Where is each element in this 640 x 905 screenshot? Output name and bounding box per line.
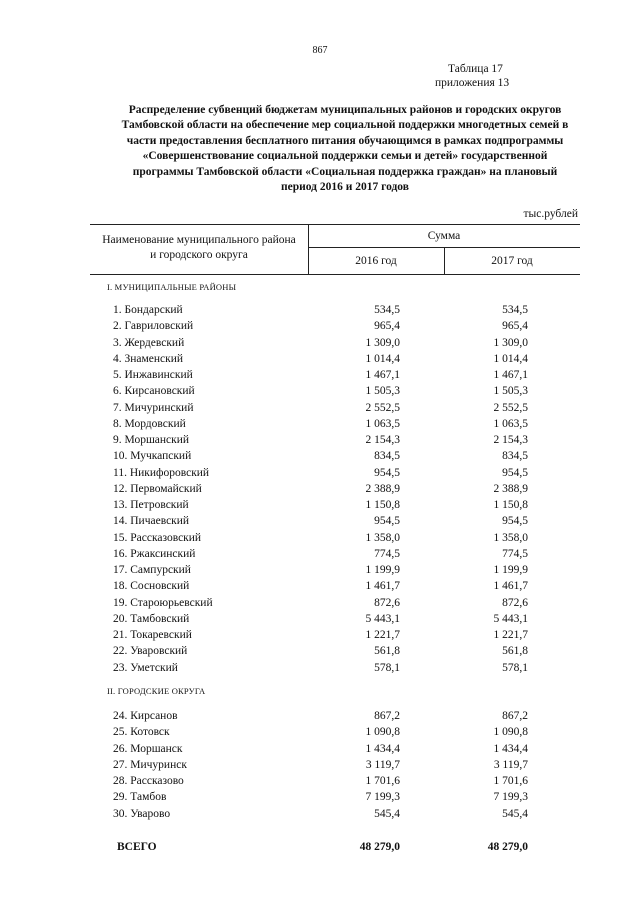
table-row	[0, 515, 640, 531]
amount-2016: 1 505,3	[365, 385, 400, 398]
amount-2017: 2 154,3	[493, 434, 528, 446]
annex-number: приложения 13	[435, 77, 510, 89]
amount-2016: 1 309,0	[365, 336, 400, 349]
amount-2016: 534,5	[374, 304, 400, 316]
district-name: 25. Котовск	[113, 726, 170, 739]
table-row	[0, 434, 640, 450]
amount-2017: 578,1	[502, 661, 528, 674]
district-name: 17. Сампурский	[113, 564, 191, 576]
amount-2016: 561,8	[374, 645, 400, 658]
amount-2017: 965,4	[502, 320, 528, 333]
table-row	[0, 645, 640, 661]
header-name-column	[90, 233, 308, 263]
district-name: 9. Моршанский	[113, 434, 190, 446]
table-row	[0, 353, 640, 369]
amount-2016: 2 552,5	[365, 401, 400, 414]
district-name: 10. Мучкапский	[113, 450, 192, 463]
table-row	[0, 775, 640, 791]
total-2017: 48 279,0	[487, 841, 528, 853]
amount-2017: 872,6	[502, 596, 528, 609]
table-row	[0, 337, 640, 353]
amount-2017: 1 434,4	[493, 742, 528, 755]
amount-2017: 2 552,5	[493, 401, 528, 414]
amount-2017: 3 119,7	[493, 758, 528, 771]
table-row	[0, 304, 640, 320]
district-name: 6. Кирсановский	[113, 385, 195, 398]
table-number: Таблица 17	[448, 63, 503, 75]
district-name: 7. Мичуринский	[113, 401, 194, 414]
district-name: 23. Уметский	[113, 661, 178, 674]
amount-2016: 867,2	[374, 710, 400, 722]
amount-2016: 1 221,7	[365, 629, 400, 641]
total-row	[0, 841, 640, 857]
amount-2016: 954,5	[374, 466, 400, 479]
amount-2016: 7 199,3	[365, 791, 400, 804]
district-name: 28. Рассказово	[113, 775, 184, 787]
district-name: 22. Уваровский	[113, 645, 188, 658]
amount-2016: 578,1	[374, 661, 400, 674]
district-name: 11. Никифоровский	[113, 466, 210, 479]
district-name: 30. Уварово	[113, 807, 171, 820]
district-name: 14. Пичаевский	[113, 515, 190, 528]
district-name: 5. Инжавинский	[113, 369, 193, 381]
table-row	[0, 710, 640, 726]
amount-2016: 1 434,4	[365, 742, 400, 755]
district-name: 15. Рассказовский	[113, 531, 202, 544]
amount-2016: 2 154,3	[365, 434, 400, 446]
table-row	[0, 418, 640, 434]
amount-2016: 545,4	[374, 807, 400, 820]
section-title: I. МУНИЦИПАЛЬНЫЕ РАЙОНЫ	[107, 282, 237, 292]
amount-2017: 834,5	[502, 450, 528, 463]
table-row	[0, 580, 640, 596]
amount-2017: 1 358,0	[493, 531, 528, 544]
amount-2017: 1 467,1	[493, 369, 528, 381]
title-line: части предоставления бесплатного питания обучающимся в рамках подпрограммы	[126, 134, 564, 147]
table-row	[0, 385, 640, 401]
amount-2016: 1 467,1	[365, 369, 400, 381]
district-name: 18. Сосновский	[113, 580, 190, 593]
amount-2016: 954,5	[374, 515, 400, 528]
amount-2017: 545,4	[502, 807, 528, 820]
document-title	[95, 103, 595, 195]
district-name: 1. Бондарский	[113, 304, 183, 316]
header-name-line: и городского округа	[150, 249, 248, 261]
table-row	[0, 743, 640, 759]
district-name: 16. Ржаксинский	[113, 547, 196, 560]
district-name: 26. Моршанск	[113, 742, 183, 755]
table-row	[0, 613, 640, 629]
amount-2016: 3 119,7	[365, 758, 400, 771]
district-name: 3. Жердевский	[113, 336, 185, 349]
table-row	[0, 467, 640, 483]
amount-2017: 1 461,7	[493, 580, 528, 593]
table-row	[0, 597, 640, 613]
amount-2017: 1 505,3	[493, 385, 528, 398]
table-row	[0, 369, 640, 385]
amount-2017: 534,5	[502, 304, 528, 316]
table-row	[0, 450, 640, 466]
table-row	[0, 320, 640, 336]
amount-2016: 1 461,7	[365, 580, 400, 593]
total-label: ВСЕГО	[117, 841, 157, 853]
table-row	[0, 808, 640, 824]
district-name: 24. Кирсанов	[113, 710, 178, 722]
table-row	[0, 759, 640, 775]
header-sum: Сумма	[427, 230, 461, 242]
district-name: 12. Первомайский	[113, 482, 202, 495]
district-name: 20. Тамбовский	[113, 612, 190, 625]
table-row	[0, 726, 640, 742]
title-line: «Совершенствование социальной поддержки семьи и детей» государственной	[142, 150, 548, 163]
amount-2016: 965,4	[374, 320, 400, 333]
amount-2017: 1 090,8	[493, 726, 528, 739]
amount-2016: 1 358,0	[365, 531, 400, 544]
table-row	[0, 532, 640, 548]
amount-2017: 1 014,4	[493, 352, 528, 365]
amount-2016: 1 063,5	[365, 417, 400, 430]
header-bottom-border	[90, 274, 580, 275]
amount-2016: 1 090,8	[365, 726, 400, 739]
table-row	[0, 564, 640, 580]
page-number: 867	[312, 45, 328, 56]
title-line: период 2016 и 2017 годов	[281, 181, 409, 194]
district-name: 8. Мордовский	[113, 417, 186, 430]
amount-2017: 1 150,8	[493, 499, 528, 511]
amount-2017: 954,5	[502, 515, 528, 528]
amount-2017: 1 701,6	[493, 775, 528, 787]
district-name: 4. Знаменский	[113, 352, 184, 365]
amount-2016: 1 701,6	[365, 775, 400, 787]
amount-2016: 872,6	[374, 596, 400, 609]
appendix-reference	[433, 62, 509, 90]
header-year-2017: 2017 год	[491, 255, 533, 267]
district-name: 29. Тамбов	[113, 791, 167, 804]
header-year-2016: 2016 год	[355, 255, 397, 267]
amount-2017: 1 221,7	[493, 629, 528, 641]
amount-2016: 2 388,9	[365, 482, 400, 495]
amount-2017: 867,2	[502, 710, 528, 722]
header-top-border	[90, 224, 580, 225]
section-title: II. ГОРОДСКИЕ ОКРУГА	[107, 686, 206, 696]
table-row	[0, 402, 640, 418]
amount-2017: 1 199,9	[493, 564, 528, 576]
table-row	[0, 791, 640, 807]
header-name-line: Наименование муниципального района	[102, 234, 296, 246]
amount-2017: 7 199,3	[493, 791, 528, 804]
amount-2017: 1 309,0	[493, 336, 528, 349]
table-row	[0, 548, 640, 564]
amount-2016: 1 014,4	[365, 352, 400, 365]
amount-2017: 954,5	[502, 466, 528, 479]
district-name: 21. Токаревский	[113, 629, 192, 641]
table-row	[0, 629, 640, 645]
table-row	[0, 483, 640, 499]
table-row	[0, 499, 640, 515]
amount-2016: 834,5	[374, 450, 400, 463]
district-name: 19. Староюрьевский	[113, 596, 213, 609]
amount-2017: 5 443,1	[493, 612, 528, 625]
title-line: программы Тамбовской области «Социальная поддержка граждан» на плановый	[132, 165, 558, 178]
amount-2017: 2 388,9	[493, 482, 528, 495]
amount-2016: 5 443,1	[365, 612, 400, 625]
amount-2016: 774,5	[374, 547, 400, 560]
amount-2017: 1 063,5	[493, 417, 528, 430]
district-name: 13. Петровский	[113, 499, 189, 511]
amount-2016: 1 150,8	[365, 499, 400, 511]
amount-2017: 774,5	[502, 547, 528, 560]
amount-2017: 561,8	[502, 645, 528, 658]
district-name: 2. Гавриловский	[113, 320, 194, 333]
units-label: тыс.рублей	[523, 208, 578, 220]
title-line: Распределение субвенций бюджетам муниципальных районов и городских округов	[128, 104, 562, 116]
title-line: Тамбовской области на обеспечение мер социальной поддержки многодетных семей в	[121, 119, 569, 132]
table-row	[0, 662, 640, 678]
amount-2016: 1 199,9	[365, 564, 400, 576]
total-2016: 48 279,0	[359, 841, 400, 853]
district-name: 27. Мичуринск	[113, 758, 187, 771]
